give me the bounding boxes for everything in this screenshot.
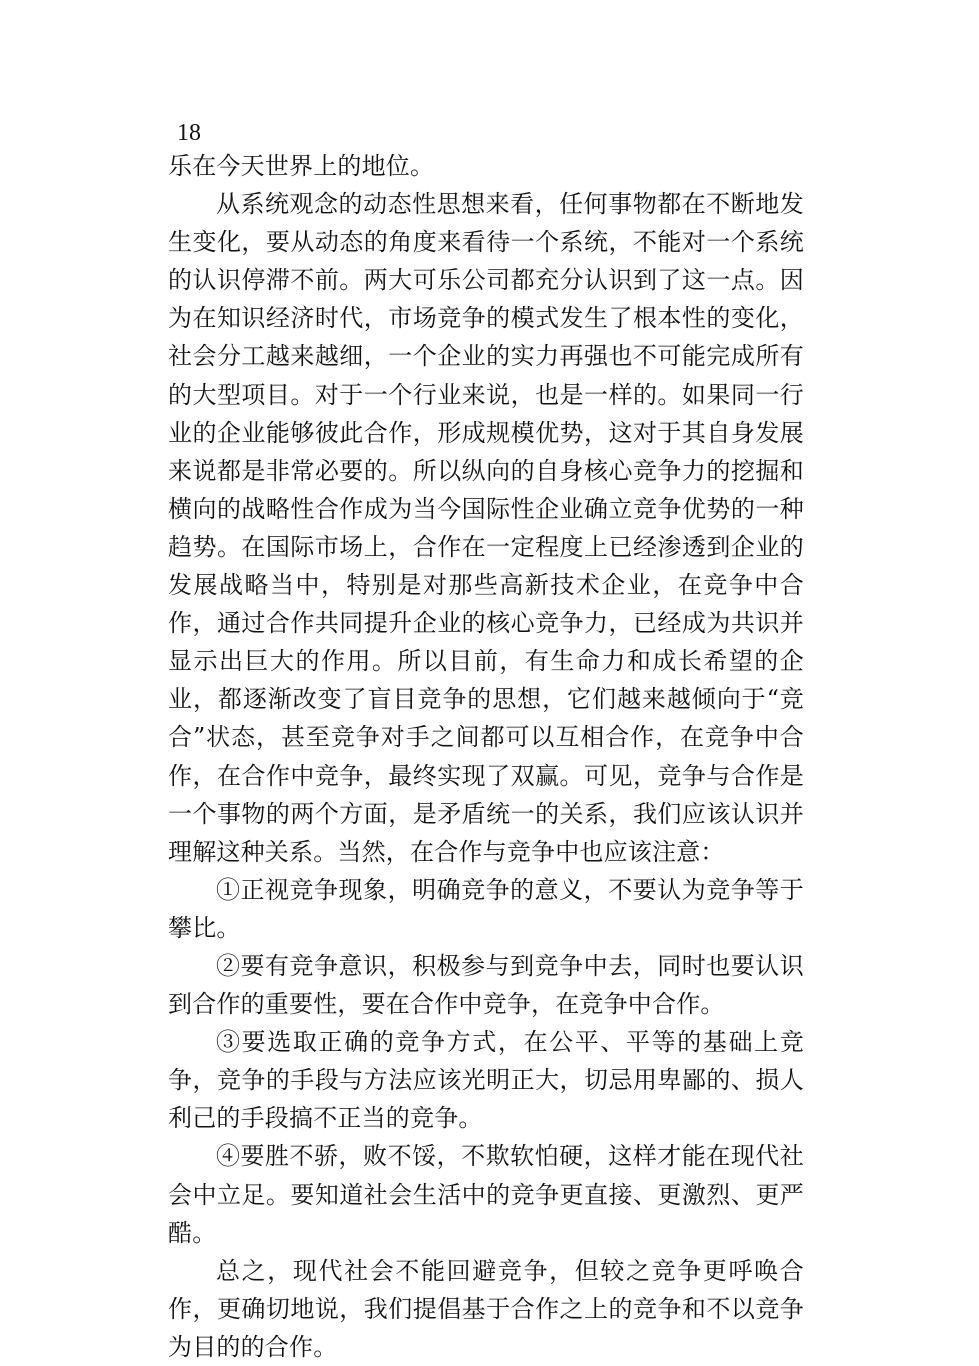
paragraph-point-1: ①正视竞争现象，明确竞争的意义，不要认为竞争等于攀比。: [168, 875, 804, 942]
paragraph-point-2: ②要有竞争意识，积极参与到竞争中去，同时也要认识到合作的重要性，要在合作中竞争，在竞争中合作。: [168, 951, 804, 1019]
paragraph-continuation: 乐在今天世界上的地位。: [168, 152, 435, 180]
body-text: [168, 147, 804, 1366]
paragraph-point-4: ④要胜不骄，败不馁，不欺软怕硬，这样才能在现代社会中立足。要知道社会生活中的竞争更直接、更激烈、更严酷。: [168, 1142, 804, 1247]
paragraph-system-dynamics: 从系统观念的动态性思想来看，任何事物都在不断地发生变化，要从动态的角度来看待一个系统，不能对一个系统的认识停滞不前。两大可乐公司都充分认识到了这一点。因为在知识经济时代，市场竞争的模式发生了根本性的变化，社会分工越来越细，一个企业的实力再强也不可能完成所有的大型项目。对于一个行业来说，也是一样的。如果同一行业的企业能够彼此合作，形成规模优势，这对于其自身发展来说都是非常必要的。所以纵向的自身核心竞争力的挖掘和横向的战略性合作成为当今国际性企业确立竞争优势的一种趋势。在国际市场上，合作在一定程度上已经渗透到企业的发展战略当中，特别是对那些高新技术企业，在竞争中合作，通过合作共同提升企业的核心竞争力，已经成为共识并显示出巨大的作用。所以目前，有生命力和成长希望的企业，都逐渐改变了盲目竞争的思想，它们越来越倾向于“竞合”状态，甚至竞争对手之间都可以互相合作，在竞争中合作，在合作中竞争，最终实现了双赢。可见，竞争与合作是一个事物的两个方面，是矛盾统一的关系，我们应该认识并理解这种关系。当然，在合作与竞争中也应该注意：: [168, 190, 804, 866]
page-number: 18: [177, 120, 201, 146]
paragraph-point-3: ③要选取正确的竞争方式，在公平、平等的基础上竞争，竞争的手段与方法应该光明正大，切忌用卑鄙的、损人利己的手段搞不正当的竞争。: [168, 1028, 804, 1133]
paragraph-conclusion: 总之，现代社会不能回避竞争，但较之竞争更呼唤合作，更确切地说，我们提倡基于合作之上的竞争和不以竞争为目的的合作。: [168, 1256, 804, 1361]
